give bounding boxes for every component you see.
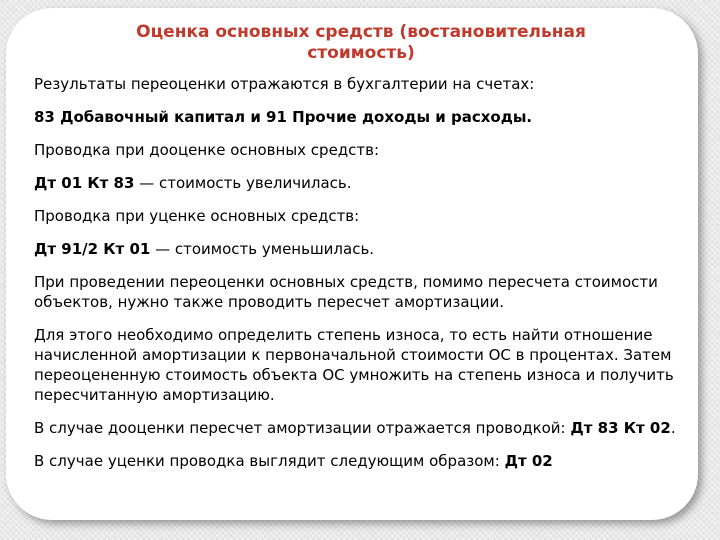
depreciation-up-accounts: Дт 83 Кт 02 (570, 419, 671, 437)
paragraph-wear-degree: Для этого необходимо определить степень износа, то есть найти отношение начисленной амортизации к первоначальной стоимости ОС в процентах. Затем переоцененную стоимость объекта ОС умножить на степень износа и получить пересчитанную амортизацию. (34, 326, 674, 404)
paragraph-depreciation-recalc: При проведении переоценки основных средств, помимо пересчета стоимости объектов, нужно также проводить пересчет амортизации. (34, 273, 658, 311)
entry-down-description: — стоимость уменьшилась. (150, 240, 375, 258)
slide-title-line-2: стоимость) (307, 43, 415, 63)
accounts-list-bold: 83 Добавочный капитал и 91 Прочие доходы и расходы. (34, 108, 533, 126)
slide-panel (6, 8, 698, 520)
depreciation-up-period: . (670, 419, 676, 437)
paragraph-revaluation-up-intro: Проводка при дооценке основных средств: (34, 141, 380, 159)
entry-down-accounts: Дт 91/2 Кт 01 (34, 240, 151, 258)
slide-title-line-1: Оценка основных средств (востановительная (136, 22, 586, 42)
slide-body (34, 74, 698, 484)
entry-up-description: — стоимость увеличилась. (134, 174, 352, 192)
paragraph-depreciation-up-entry (34, 418, 698, 438)
slide-title (6, 22, 698, 64)
depreciation-down-text: В случае уценки проводка выглядит следующим образом: (34, 452, 505, 470)
depreciation-up-text: В случае дооценки пересчет амортизации отражается проводкой: (34, 419, 571, 437)
depreciation-down-accounts: Дт 02 (504, 452, 553, 470)
paragraph-accounts-intro: Результаты переоценки отражаются в бухгалтерии на счетах: (34, 75, 535, 93)
paragraph-revaluation-down-entry (34, 239, 698, 259)
entry-up-accounts: Дт 01 Кт 83 (34, 174, 135, 192)
paragraph-revaluation-down-intro: Проводка при уценке основных средств: (34, 207, 360, 225)
paragraph-depreciation-down-entry (34, 451, 698, 471)
paragraph-revaluation-up-entry (34, 173, 698, 193)
paragraph-accounts-list (34, 107, 698, 127)
